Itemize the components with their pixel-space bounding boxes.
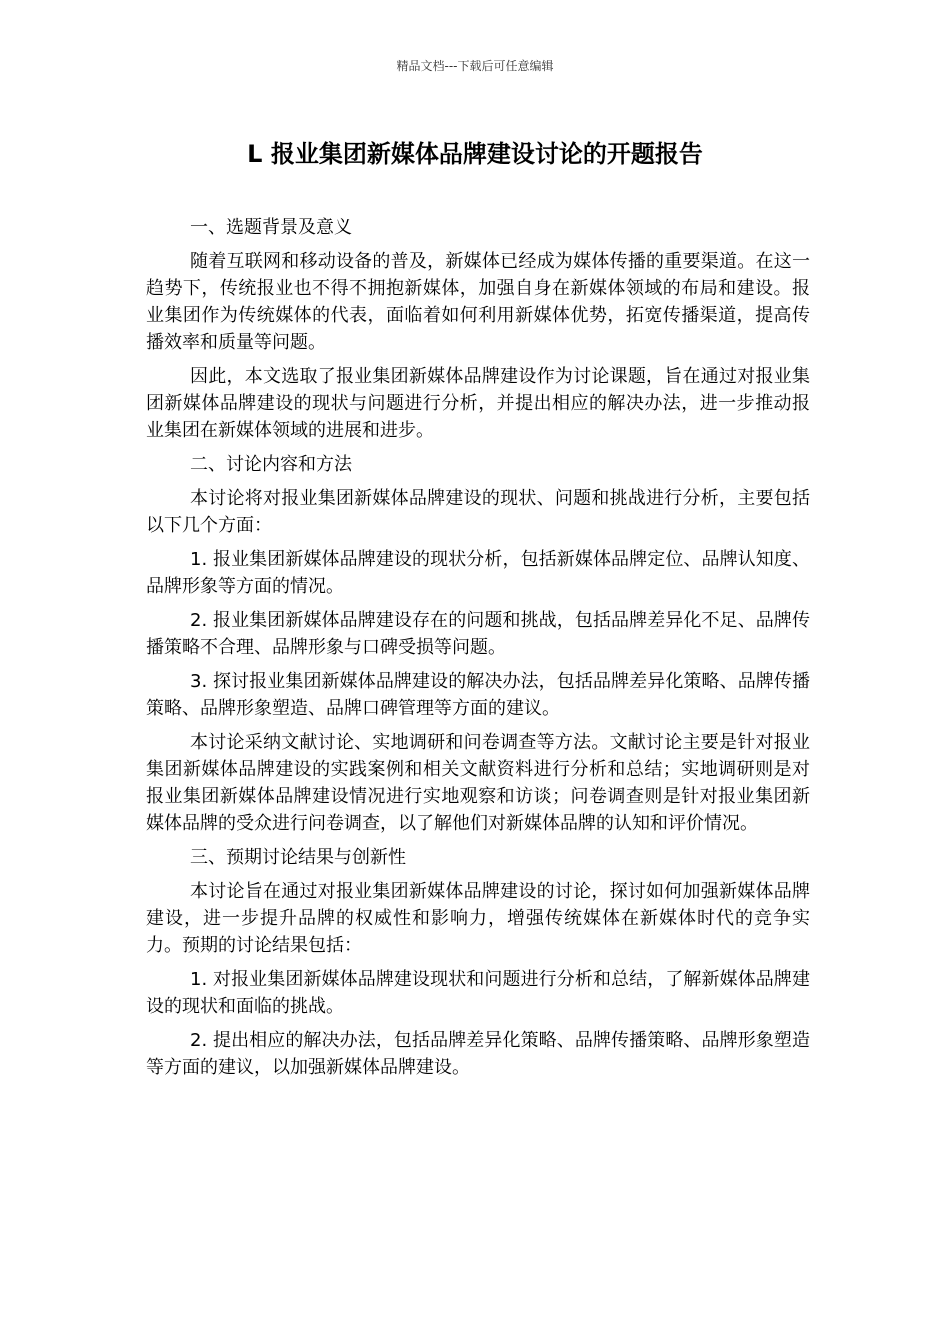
list-item-content-1: 1. 报业集团新媒体品牌建设的现状分析，包括新媒体品牌定位、品牌认知度、品牌形象等方面的情况。 xyxy=(146,549,810,597)
paragraph-method: 本讨论采纳文献讨论、实地调研和问卷调查等方法。文献讨论主要是针对报业集团新媒体品牌建设的实践案例和相关文献资料进行分析和总结；实地调研则是对报业集团新媒体品牌建设情况进行实地观察和访谈；问卷调查则是针对报业集团新媒体品牌的受众进行问卷调查，以了解他们对新媒体品牌的认知和评价情况。 xyxy=(146,732,810,834)
document-title: L 报业集团新媒体品牌建设讨论的开题报告 xyxy=(247,140,703,168)
header-note: 精品文档---下载后可任意编辑 xyxy=(396,59,554,73)
section-heading-content-method: 二、讨论内容和方法 xyxy=(190,454,352,475)
paragraph-background-2: 因此，本文选取了报业集团新媒体品牌建设作为讨论课题，旨在通过对报业集团新媒体品牌建设的现状与问题进行分析，并提出相应的解决办法，进一步推动报业集团在新媒体领域的进展和进步。 xyxy=(146,366,810,441)
section-heading-background: 一、选题背景及意义 xyxy=(190,217,352,238)
paragraph-background-1: 随着互联网和移动设备的普及，新媒体已经成为媒体传播的重要渠道。在这一趋势下，传统报业也不得不拥抱新媒体，加强自身在新媒体领域的布局和建设。报业集团作为传统媒体的代表，面临着如何利用新媒体优势，拓宽传播渠道，提高传播效率和质量等问题。 xyxy=(146,251,810,353)
list-item-results-1: 1. 对报业集团新媒体品牌建设现状和问题进行分析和总结，了解新媒体品牌建设的现状和面临的挑战。 xyxy=(146,969,810,1017)
list-item-content-2: 2. 报业集团新媒体品牌建设存在的问题和挑战，包括品牌差异化不足、品牌传播策略不合理、品牌形象与口碑受损等问题。 xyxy=(146,610,810,658)
document-body xyxy=(146,214,810,1088)
paragraph-results-intro: 本讨论旨在通过对报业集团新媒体品牌建设的讨论，探讨如何加强新媒体品牌建设，进一步提升品牌的权威性和影响力，增强传统媒体在新媒体时代的竞争实力。预期的讨论结果包括： xyxy=(146,881,810,956)
list-item-content-3: 3. 探讨报业集团新媒体品牌建设的解决办法，包括品牌差异化策略、品牌传播策略、品牌形象塑造、品牌口碑管理等方面的建议。 xyxy=(146,671,810,719)
paragraph-content-intro: 本讨论将对报业集团新媒体品牌建设的现状、问题和挑战进行分析，主要包括以下几个方面： xyxy=(146,488,810,536)
section-heading-expected-results: 三、预期讨论结果与创新性 xyxy=(190,847,406,868)
list-item-results-2: 2. 提出相应的解决办法，包括品牌差异化策略、品牌传播策略、品牌形象塑造等方面的建议，以加强新媒体品牌建设。 xyxy=(146,1030,810,1078)
